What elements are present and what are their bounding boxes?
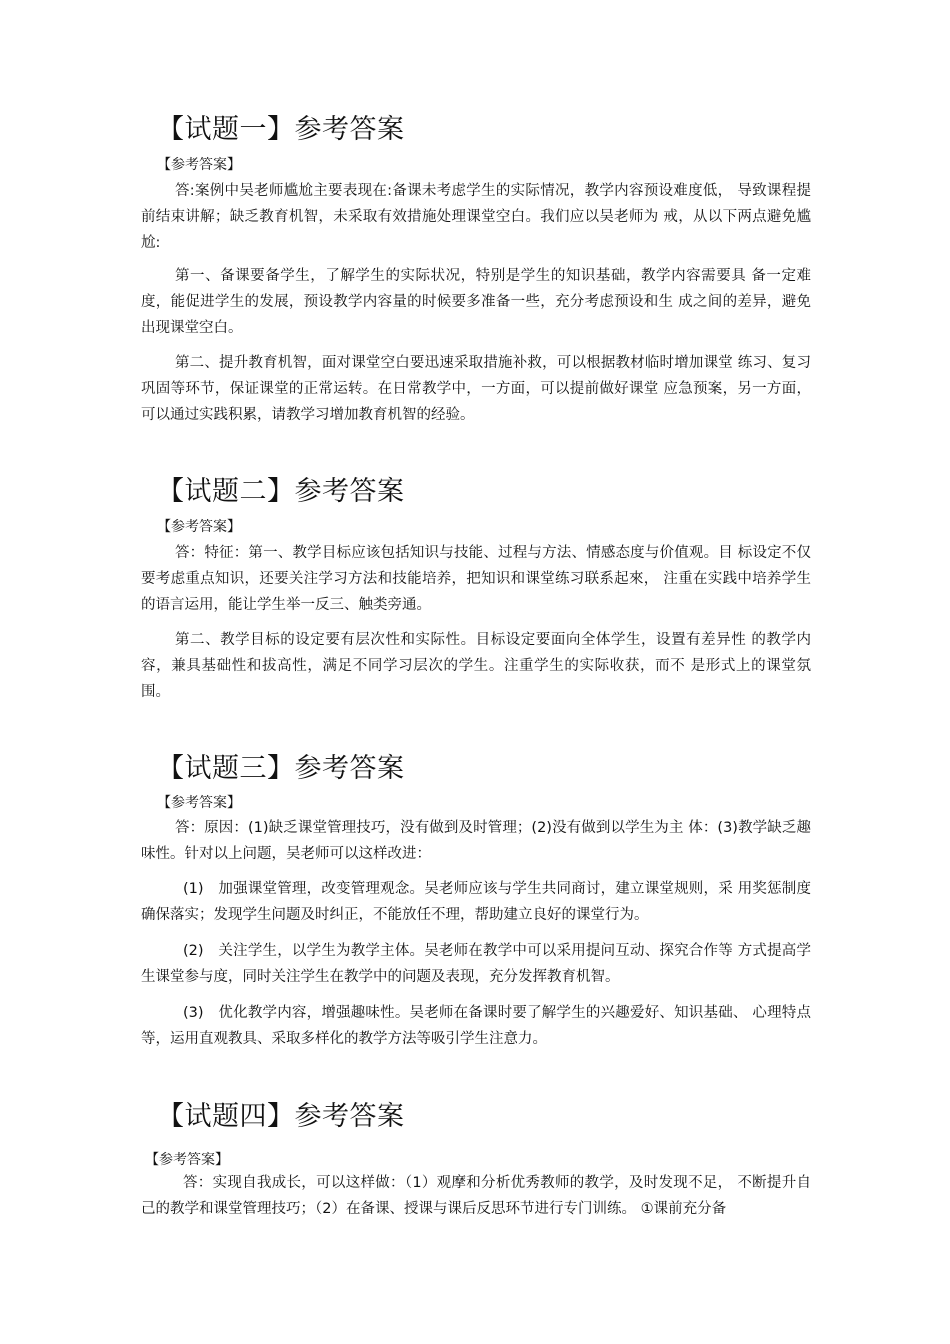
paragraph: 第一、备课要备学生，了解学生的实际状况，特别是学生的知识基础，教学内容需要具 备一定难度，能促进学生的发展，预设教学内容量的时候要多准备一些，充分考虑预设和生 成之间的差异，避免出现课堂空白。	[141, 268, 811, 336]
paragraph: 答：原因：(1)缺乏课堂管理技巧，没有做到及时管理；(2)没有做到以学生为主 体：(3)教学缺乏趣味性。针对以上问题，吴老师可以这样改进：	[141, 820, 811, 862]
section-subtitle: 【参考答案】	[157, 157, 241, 173]
section-subtitle: 【参考答案】	[145, 1152, 229, 1168]
paragraph: 答：实现自我成长，可以这样做：（1）观摩和分析优秀教师的教学，及时发现不足， 不断提升自己的教学和课堂管理技巧；（2）在备课、授课与课后反思环节进行专门训练。 ①课前充分备	[141, 1175, 811, 1217]
paragraph: (3) 优化教学内容，增强趣味性。吴老师在备课时要了解学生的兴趣爱好、知识基础、 心理特点等，运用直观教具、采取多样化的教学方法等吸引学生注意力。	[141, 1005, 811, 1047]
paragraph: (1) 加强课堂管理，改变管理观念。吴老师应该与学生共同商讨，建立课堂规则，采 用奖惩制度确保落实；发现学生问题及时纠正，不能放任不理，帮助建立良好的课堂行为。	[141, 881, 811, 923]
section-subtitle: 【参考答案】	[157, 519, 241, 535]
section-title: 【试题二】参考答案	[157, 476, 405, 507]
paragraph: 答:案例中吴老师尴尬主要表现在:备课未考虑学生的实际情况，教学内容预设难度低， 导致课程提前结束讲解；缺乏教育机智，未采取有效措施处理课堂空白。我们应以吴老师为 戒，从以下两点避免尴尬:	[141, 183, 811, 251]
section-title: 【试题一】参考答案	[157, 114, 405, 145]
section-title: 【试题三】参考答案	[157, 753, 405, 784]
paragraph: 第二、教学目标的设定要有层次性和实际性。目标设定要面向全体学生，设置有差异性 的教学内容，兼具基础性和拔高性，满足不同学习层次的学生。注重学生的实际收获，而不 是形式上的课堂氛围。	[141, 632, 811, 700]
paragraph: 答：特征：第一、教学目标应该包括知识与技能、过程与方法、情感态度与价值观。目 标设定不仅要考虑重点知识，还要关注学习方法和技能培养，把知识和课堂练习联系起來， 注重在实践中培养学生的语言运用，能让学生举一反三、触类旁通。	[141, 545, 811, 613]
paragraph: (2) 关注学生，以学生为教学主体。吴老师在教学中可以采用提问互动、探究合作等 方式提高学生课堂参与度，同时关注学生在教学中的问题及表现，充分发挥教育机智。	[141, 943, 811, 985]
paragraph: 第二、提升教育机智，面对课堂空白要迅速采取措施补救，可以根据教材临时增加课堂 练习、复习巩固等环节，保证课堂的正常运转。在日常教学中，一方面，可以提前做好课堂 应急预案，另一方面，可以通过实践积累，请教学习增加教育机智的经验。	[141, 355, 811, 423]
section-subtitle: 【参考答案】	[157, 795, 241, 811]
section-title: 【试题四】参考答案	[157, 1101, 405, 1132]
